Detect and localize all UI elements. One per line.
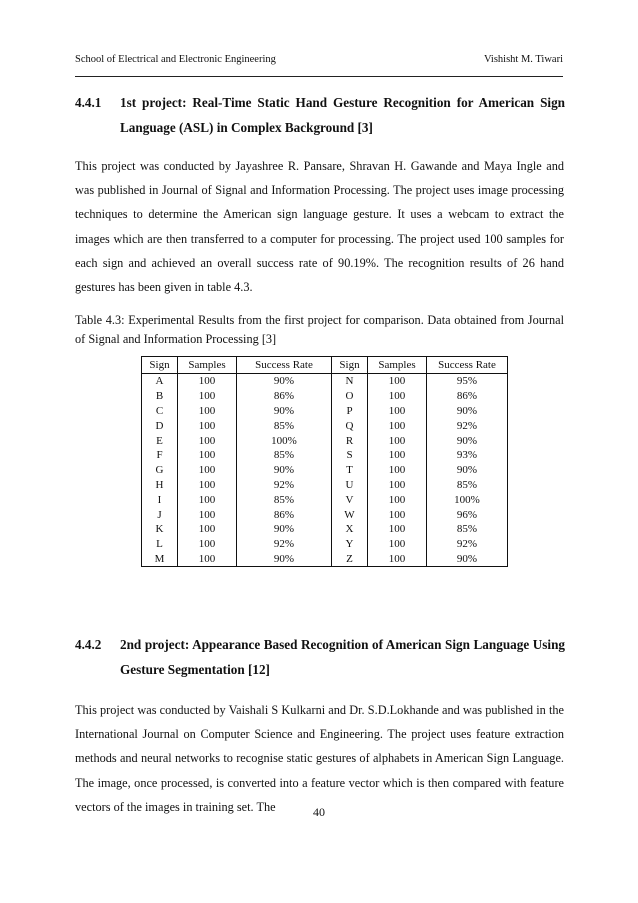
table-cell: 90% [237,522,332,537]
header-cell: Sign [142,357,178,374]
header-school: School of Electrical and Electronic Engineering [75,54,276,65]
table-cell: 100 [368,433,427,448]
table-cell: 85% [427,478,508,493]
table-cell: 100 [178,478,237,493]
table-cell: 100 [368,522,427,537]
table-caption: Table 4.3: Experimental Results from the first project for comparison. Data obtained from Journal of Signal and Information Processing [3] [75,313,564,346]
table-cell: O [332,389,368,404]
table-cell: 100 [368,418,427,433]
table-cell: 92% [237,478,332,493]
table-cell: 90% [237,404,332,419]
table-cell: 100 [368,478,427,493]
table-cell: D [142,418,178,433]
section-number: 4.4.1 [75,95,102,110]
table-cell: 85% [237,492,332,507]
table-cell: Z [332,552,368,567]
table-cell: 100 [178,492,237,507]
table-body [142,374,508,567]
table-cell: 100 [368,389,427,404]
table-cell: 100 [368,448,427,463]
header-cell: Samples [368,357,427,374]
table-cell: N [332,374,368,389]
header-cell: Success Rate [237,357,332,374]
table-row [142,537,508,552]
table-cell: 100 [178,448,237,463]
table-cell: 100 [178,418,237,433]
table-row [142,478,508,493]
table-cell: 92% [427,537,508,552]
page-number: 40 [313,805,325,819]
section-heading-4-4-1 [75,90,565,140]
table-cell: 92% [237,537,332,552]
header-cell: Sign [332,357,368,374]
table-cell: 100 [178,389,237,404]
table-cell: 95% [427,374,508,389]
table-cell: A [142,374,178,389]
section-heading-4-4-2 [75,632,565,682]
table-row [142,433,508,448]
running-header [75,54,563,77]
table-cell: 100 [178,374,237,389]
section-title: 1st project: Real-Time Static Hand Gesture Recognition for American Sign Language (ASL) in Complex Background [3] [120,95,565,135]
table-row [142,448,508,463]
table-cell: E [142,433,178,448]
table-cell: P [332,404,368,419]
table-cell: R [332,433,368,448]
table-cell: 100 [178,522,237,537]
table-cell: L [142,537,178,552]
table-row [142,404,508,419]
table-cell: I [142,492,178,507]
table-row [142,507,508,522]
table-cell: 100 [178,507,237,522]
table-cell: F [142,448,178,463]
table-cell: 96% [427,507,508,522]
table-cell: V [332,492,368,507]
table-cell: 100 [178,433,237,448]
table-row [142,492,508,507]
table-cell: C [142,404,178,419]
table-cell: 100 [368,537,427,552]
table-cell: 90% [427,552,508,567]
table-cell: B [142,389,178,404]
table-cell: 100% [427,492,508,507]
section2-paragraph: This project was conducted by Vaishali S Kulkarni and Dr. S.D.Lokhande and was published in the International Journal on Computer Science and Engineering. The project uses feature extraction methods and neural networks to recognise static gestures of alphabets in American Sign Language. The image, once processed, is converted into a feature vector which is then compared with feature vectors of the images in training set. The [75,703,564,814]
section-number: 4.4.2 [75,637,102,652]
table-cell: 100 [368,374,427,389]
table-cell: M [142,552,178,567]
table-cell: 86% [237,507,332,522]
table-cell: S [332,448,368,463]
table-cell: 90% [427,433,508,448]
table-cell: K [142,522,178,537]
table-cell: J [142,507,178,522]
table-cell: Q [332,418,368,433]
table-cell: 100 [368,552,427,567]
table-cell: 85% [427,522,508,537]
table-cell: 90% [427,404,508,419]
table-cell: 86% [427,389,508,404]
table-row [142,374,508,389]
table-cell: 100 [178,552,237,567]
header-cell: Success Rate [427,357,508,374]
table-cell: 90% [237,552,332,567]
table-cell: 90% [237,463,332,478]
table-cell: G [142,463,178,478]
table-row [142,463,508,478]
results-table [141,356,508,567]
table-cell: 100 [178,463,237,478]
section1-paragraph: This project was conducted by Jayashree R. Pansare, Shravan H. Gawande and Maya Ingle and was published in Journal of Signal and Information Processing. The project uses image processing techniques to determine the American sign language gesture. It uses a webcam to extract the images which are then transferred to a computer for processing. The project used 100 samples for each sign and achieved an overall success rate of 90.19%. The recognition results of 26 hand gestures has been given in table 4.3. [75,159,564,295]
table-cell: 100 [368,507,427,522]
table-cell: T [332,463,368,478]
table-cell: 100 [178,537,237,552]
table-cell: 85% [237,448,332,463]
table-cell: 90% [427,463,508,478]
table-row [142,389,508,404]
table-cell: 100% [237,433,332,448]
header-cell: Samples [178,357,237,374]
table-row [142,552,508,567]
table-row [142,522,508,537]
section-title: 2nd project: Appearance Based Recognition of American Sign Language Using Gesture Segmentation [12] [120,637,565,677]
table-cell: 85% [237,418,332,433]
table-cell: 100 [368,492,427,507]
table-cell: 100 [368,463,427,478]
table-row [142,418,508,433]
table-cell: 100 [178,404,237,419]
table-cell: 90% [237,374,332,389]
table-cell: 100 [368,404,427,419]
table-header-row [142,357,508,374]
table-cell: W [332,507,368,522]
table-cell: X [332,522,368,537]
table-cell: 93% [427,448,508,463]
table-cell: Y [332,537,368,552]
table-cell: U [332,478,368,493]
table-cell: 86% [237,389,332,404]
table-cell: H [142,478,178,493]
table-cell: 92% [427,418,508,433]
header-author: Vishisht M. Tiwari [483,54,563,65]
